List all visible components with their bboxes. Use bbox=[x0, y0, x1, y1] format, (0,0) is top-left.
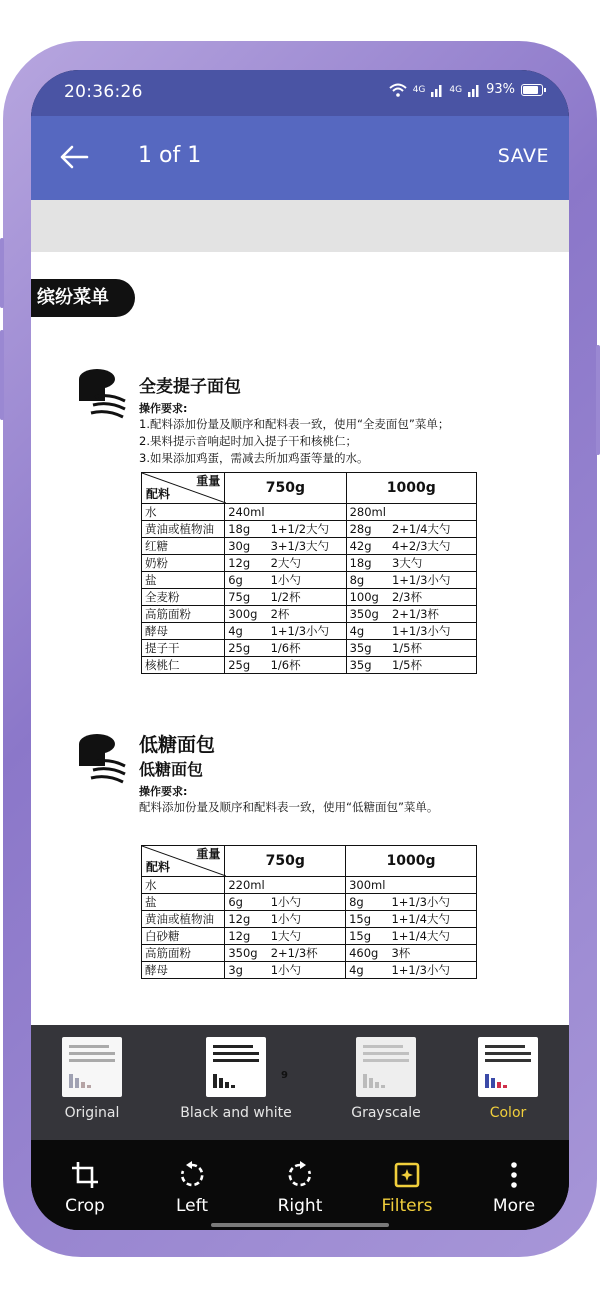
table-cell: 1/5杯 bbox=[389, 640, 477, 657]
crop-label: Crop bbox=[65, 1196, 105, 1216]
table-cell: 提子干 bbox=[142, 640, 225, 657]
table-cell: 2+1/3杯 bbox=[268, 945, 346, 962]
table-cell: 25g bbox=[225, 640, 268, 657]
table-cell: 42g bbox=[346, 538, 389, 555]
table-row bbox=[142, 640, 477, 657]
table-cell: 酵母 bbox=[142, 623, 225, 640]
column-header: 750g bbox=[225, 473, 346, 504]
filter-grayscale[interactable] bbox=[346, 1037, 426, 1121]
table-cell: 2+1/4大勺 bbox=[389, 521, 477, 538]
table-cell: 黄油或植物油 bbox=[142, 911, 225, 928]
bread-icon bbox=[75, 367, 129, 421]
crop-icon bbox=[70, 1160, 100, 1190]
table-cell: 1小勺 bbox=[268, 911, 346, 928]
table-cell: 1+1/3小勺 bbox=[388, 962, 476, 979]
table-cell: 2杯 bbox=[268, 606, 347, 623]
table-cell: 30g bbox=[225, 538, 268, 555]
table-row bbox=[142, 623, 477, 640]
status-bar bbox=[31, 70, 569, 116]
home-indicator bbox=[211, 1223, 389, 1227]
filters-icon bbox=[392, 1160, 422, 1190]
filter-label: Color bbox=[489, 1105, 527, 1121]
table-row bbox=[142, 928, 477, 945]
column-header: 1000g bbox=[346, 473, 476, 504]
table-cell: 1+1/3小勺 bbox=[388, 894, 476, 911]
table-cell: 25g bbox=[225, 657, 268, 674]
table-row bbox=[142, 555, 477, 572]
recipe-2-op-label: 操作要求: bbox=[139, 785, 188, 798]
table-cell: 1小勺 bbox=[268, 962, 346, 979]
table-cell: 2大勺 bbox=[268, 555, 347, 572]
table-cell: 18g bbox=[225, 521, 268, 538]
table-corner: 重量 配料 bbox=[142, 846, 225, 877]
signal-1-icon bbox=[431, 83, 443, 97]
table-cell: 1+1/3小勺 bbox=[389, 572, 477, 589]
scanned-page bbox=[31, 252, 569, 1025]
more-vertical-icon bbox=[499, 1160, 529, 1190]
filter-strip bbox=[31, 1025, 569, 1140]
recipe-1-step: 3.如果添加鸡蛋，需减去所加鸡蛋等量的水。 bbox=[139, 451, 369, 465]
table-cell: 3g bbox=[225, 962, 268, 979]
table-cell bbox=[389, 504, 477, 521]
table-cell: 1+1/3小勺 bbox=[268, 623, 347, 640]
recipe-2-header bbox=[139, 730, 438, 816]
volume-button bbox=[0, 238, 4, 308]
table-row bbox=[142, 606, 477, 623]
filter-label: Original bbox=[64, 1105, 120, 1121]
table-cell: 4g bbox=[225, 623, 268, 640]
table-row bbox=[142, 521, 477, 538]
recipe-2-title: 低糖面包 bbox=[139, 734, 216, 756]
table-cell: 15g bbox=[346, 911, 389, 928]
recipe-1-step: 2.果料提示音响起时加入提子干和核桃仁； bbox=[139, 434, 357, 448]
table-cell: 4+2/3大勺 bbox=[389, 538, 477, 555]
table-cell: 1/5杯 bbox=[389, 657, 477, 674]
column-header: 750g bbox=[225, 846, 346, 877]
table-cell: 1/6杯 bbox=[268, 640, 347, 657]
table-cell: 8g bbox=[346, 572, 389, 589]
table-cell: 350g bbox=[346, 606, 389, 623]
table-cell: 2/3杯 bbox=[389, 589, 477, 606]
page-number: 9 bbox=[281, 1070, 288, 1081]
table-cell: 6g bbox=[225, 572, 268, 589]
signal-2-label: 4G bbox=[449, 84, 463, 95]
filters-button[interactable] bbox=[367, 1160, 447, 1216]
more-label: More bbox=[492, 1196, 536, 1216]
phone-screen bbox=[31, 70, 569, 1230]
recipe-2-subtitle: 低糖面包 bbox=[139, 760, 204, 779]
table-cell: 3+1/3大勺 bbox=[268, 538, 347, 555]
bread-icon bbox=[75, 732, 129, 786]
rotate-left-button[interactable] bbox=[152, 1160, 232, 1216]
table-cell: 15g bbox=[346, 928, 389, 945]
table-corner: 重量 配料 bbox=[142, 473, 225, 504]
table-cell: 奶粉 bbox=[142, 555, 225, 572]
table-cell: 盐 bbox=[142, 894, 225, 911]
rotate-left-label: Left bbox=[176, 1196, 208, 1216]
rotate-left-icon bbox=[177, 1160, 207, 1190]
table-row bbox=[142, 657, 477, 674]
more-button[interactable] bbox=[474, 1160, 554, 1216]
table-row bbox=[142, 962, 477, 979]
table-cell: 35g bbox=[346, 657, 389, 674]
app-bar bbox=[31, 116, 569, 200]
recipe-2-step: 配料添加份量及顺序和配料表一致，使用“低糖面包”菜单。 bbox=[139, 800, 439, 814]
table-row bbox=[142, 538, 477, 555]
table-cell: 12g bbox=[225, 555, 268, 572]
table-cell: 28g bbox=[346, 521, 389, 538]
table-cell: 6g bbox=[225, 894, 268, 911]
table-cell: 全麦粉 bbox=[142, 589, 225, 606]
table-cell: 75g bbox=[225, 589, 268, 606]
table-cell: 1小勺 bbox=[268, 572, 347, 589]
table-cell: 220ml bbox=[225, 877, 268, 894]
table-cell: 300g bbox=[225, 606, 268, 623]
table-cell: 100g bbox=[346, 589, 389, 606]
table-cell: 1+1/4大勺 bbox=[388, 928, 476, 945]
filter-label: Grayscale bbox=[351, 1105, 421, 1121]
table-cell: 白砂糖 bbox=[142, 928, 225, 945]
wifi-icon bbox=[389, 83, 407, 97]
recipe-1-header bbox=[139, 372, 449, 467]
crop-button[interactable] bbox=[45, 1160, 125, 1216]
filter-thumbnail bbox=[356, 1037, 416, 1097]
table-cell: 300ml bbox=[346, 877, 389, 894]
table-cell: 水 bbox=[142, 877, 225, 894]
recipe-1-table bbox=[141, 472, 477, 674]
table-cell: 3杯 bbox=[388, 945, 476, 962]
filter-original[interactable] bbox=[53, 1037, 131, 1121]
table-cell: 1+1/4大勺 bbox=[388, 911, 476, 928]
table-row bbox=[142, 911, 477, 928]
table-cell: 盐 bbox=[142, 572, 225, 589]
recipe-1-step: 1.配料添加份量及顺序和配料表一致，使用“全麦面包”菜单； bbox=[139, 417, 450, 431]
table-row bbox=[142, 945, 477, 962]
table-cell: 高筋面粉 bbox=[142, 606, 225, 623]
column-header: 1000g bbox=[346, 846, 477, 877]
table-cell bbox=[268, 504, 347, 521]
page-counter: 1 of 1 bbox=[138, 143, 202, 168]
signal-1-label: 4G bbox=[412, 84, 426, 95]
table-row bbox=[142, 894, 477, 911]
table-cell: 水 bbox=[142, 504, 225, 521]
recipe-1-op-label: 操作要求: bbox=[139, 402, 188, 415]
signal-2-icon bbox=[468, 83, 480, 97]
status-icons bbox=[389, 82, 543, 97]
table-cell: 1小勺 bbox=[268, 894, 346, 911]
table-cell: 1大勺 bbox=[268, 928, 346, 945]
table-cell: 1/6杯 bbox=[268, 657, 347, 674]
table-cell: 4g bbox=[346, 623, 389, 640]
table-cell: 12g bbox=[225, 911, 268, 928]
rotate-right-label: Right bbox=[277, 1196, 323, 1216]
bottom-toolbar bbox=[31, 1140, 569, 1230]
table-row bbox=[142, 589, 477, 606]
table-cell: 1+1/2大勺 bbox=[268, 521, 347, 538]
back-arrow-icon[interactable] bbox=[59, 144, 89, 170]
battery-icon bbox=[521, 84, 543, 96]
menu-banner: 缤纷菜单 bbox=[31, 279, 135, 317]
recipe-2-table bbox=[141, 845, 477, 979]
table-cell: 280ml bbox=[346, 504, 389, 521]
filter-label: Black and white bbox=[180, 1105, 292, 1121]
table-cell: 1+1/3小勺 bbox=[389, 623, 477, 640]
table-cell: 8g bbox=[346, 894, 389, 911]
filter-color[interactable] bbox=[473, 1037, 543, 1121]
rotate-right-icon bbox=[285, 1160, 315, 1190]
filter-thumbnail bbox=[206, 1037, 266, 1097]
filter-thumbnail bbox=[478, 1037, 538, 1097]
table-cell: 2+1/3杯 bbox=[389, 606, 477, 623]
table-row bbox=[142, 572, 477, 589]
side-button bbox=[596, 345, 600, 455]
table-cell: 酵母 bbox=[142, 962, 225, 979]
table-row bbox=[142, 877, 477, 894]
rotate-right-button[interactable] bbox=[260, 1160, 340, 1216]
table-cell: 350g bbox=[225, 945, 268, 962]
table-cell: 3大勺 bbox=[389, 555, 477, 572]
table-cell: 12g bbox=[225, 928, 268, 945]
document-viewer bbox=[31, 200, 569, 1025]
recipe-1-title: 全麦提子面包 bbox=[139, 377, 241, 397]
power-button bbox=[0, 330, 4, 420]
table-cell: 红糖 bbox=[142, 538, 225, 555]
table-cell bbox=[388, 877, 476, 894]
table-cell: 240ml bbox=[225, 504, 268, 521]
filters-label: Filters bbox=[381, 1196, 433, 1216]
table-cell: 1/2杯 bbox=[268, 589, 347, 606]
table-cell: 黄油或植物油 bbox=[142, 521, 225, 538]
table-cell: 高筋面粉 bbox=[142, 945, 225, 962]
save-button[interactable]: SAVE bbox=[497, 145, 549, 167]
table-cell: 核桃仁 bbox=[142, 657, 225, 674]
battery-percent: 93% bbox=[486, 82, 515, 97]
table-cell bbox=[268, 877, 346, 894]
table-row bbox=[142, 504, 477, 521]
table-cell: 460g bbox=[346, 945, 389, 962]
filter-thumbnail bbox=[62, 1037, 122, 1097]
status-time: 20:36:26 bbox=[64, 82, 143, 102]
table-cell: 35g bbox=[346, 640, 389, 657]
table-cell: 4g bbox=[346, 962, 389, 979]
table-cell: 18g bbox=[346, 555, 389, 572]
